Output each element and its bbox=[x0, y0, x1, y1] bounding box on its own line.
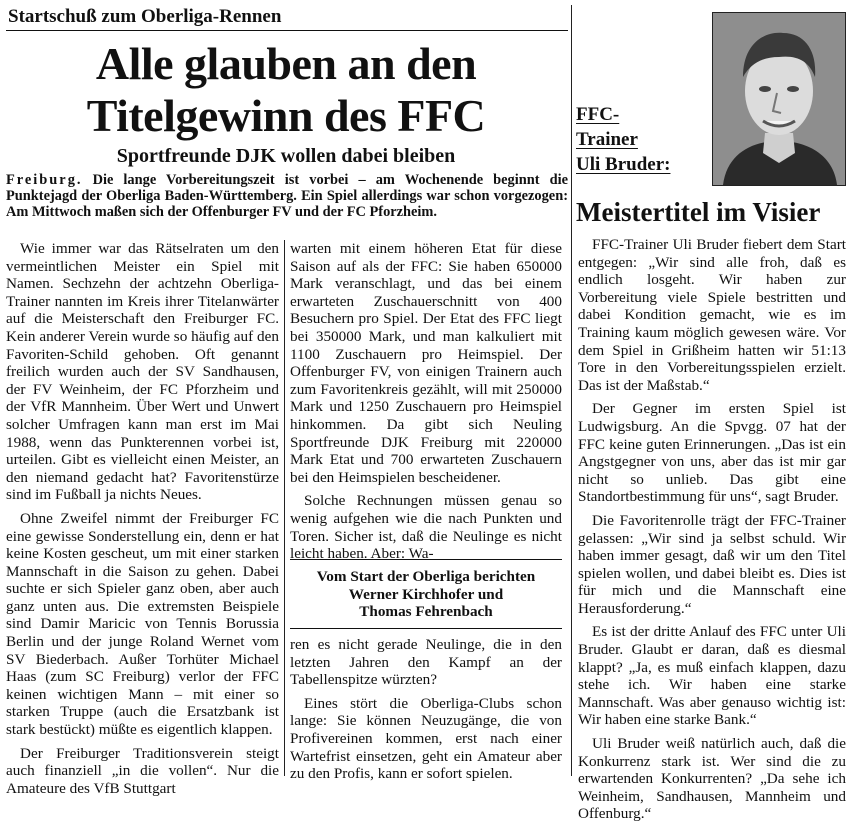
sidebar-label-line-1: FFC- bbox=[576, 104, 620, 125]
headline-line-1: Alle glauben an den bbox=[95, 38, 477, 89]
paragraph: FFC-Trainer Uli Bruder fiebert dem Start entgegen: „Wir sind alle froh, daß es endlich losgeht. Wir haben zur Vorbereitung viele Spiele bestritten und dabei Kondition gemacht, wie es im Training kaum möglich gewesen wäre. Vor dem Spiel in Grißheim hatten wir 51:13 Tore in den Vorbereitungsspielen erzielt. Das ist der Maßstab.“ bbox=[578, 236, 846, 394]
paragraph: Es ist der dritte Anlauf des FFC unter Uli Bruder. Glaubt er daran, daß es diesmal klappt? „Ja, es muß einfach klappen, dazu stehe ich. Wir haben eine starke Mannschaft. Was aber genauso wichtig ist: Wir haben eine starke Bank.“ bbox=[578, 623, 846, 729]
byline-text bbox=[290, 568, 562, 621]
article-column-1 bbox=[6, 240, 279, 803]
sidebar-divider bbox=[571, 5, 572, 776]
paragraph: Ohne Zweifel nimmt der Freiburger FC eine gewisse Sonderstellung ein, denn er hat keine Kosten gescheut, um mit einer starken Mannschaft in die Saison zu gehen. Dabei suchte er sich Spieler ganz oben, aber auch ganz unten aus. Die extremsten Beispiele sind Damir Maricic von Tennis Borussia Berlin und der junge Roland Wernet vom SV Biederbach. Außer Torhüter Michael Haas (zum SC Freiburg) verlor der FFC keinen wichtigen Mann – mit einer so starken Truppe (auch die Ersatzbank ist stark bestückt) müßte es eigentlich klappen. bbox=[6, 509, 279, 739]
byline-line-3: Thomas Fehrenbach bbox=[359, 603, 493, 620]
column-divider bbox=[284, 240, 285, 776]
lead-paragraph bbox=[6, 172, 568, 220]
byline-box bbox=[290, 559, 562, 629]
sidebar-label bbox=[576, 102, 670, 177]
trainer-portrait-photo bbox=[712, 12, 846, 186]
kicker: Startschuß zum Oberliga-Rennen bbox=[8, 6, 282, 27]
headline-line-2: Titelgewinn des FFC bbox=[86, 90, 486, 141]
paragraph: Solche Rechnungen müssen genau so wenig aufgehen wie die nach Punkten und Toren. Sicher ist, daß die Neulinge es nicht leicht haben. Aber: Wa- bbox=[290, 492, 562, 563]
subheadline: Sportfreunde DJK wollen dabei bleiben bbox=[116, 145, 456, 167]
article-column-2 bbox=[290, 240, 562, 569]
sidebar-title: Meistertitel im Visier bbox=[576, 197, 821, 227]
byline-line-2: Werner Kirchhofer und bbox=[348, 585, 504, 603]
headline bbox=[6, 38, 566, 142]
paragraph: Der Gegner im ersten Spiel ist Ludwigsburg. An die Spvgg. 07 hat der FFC keine guten Erinnerungen. „Das ist ein Angstgegner von uns, aber das ist mir gar nicht so unlieb. Das gibt eine Standortbestimmung für uns“, sagt Bruder. bbox=[578, 400, 846, 506]
paragraph: Wie immer war das Rätselraten um den vermeintlichen Meister ein Spiel mit Namen. Sechzehn der achtzehn Oberliga-Trainer nannten im Kreis ihrer Titelanwärter auf die Meisterschaft den Freiburger FC. Kein anderer Verein wurde so häufig auf den Favoriten-Schild gehoben. Oft genannt freilich wurden auch der SV Sandhausen, der FV Weinheim, der FC Pforzheim und der VfR Mannheim. Über Wert und Unwert solcher Umfragen kann man erst im Mai 1988, wenn das Punkterennen vorbei ist, urteilen. Gibt es vielleicht einen Meister, an den niemand gedacht hat? Favoritenstürze sind im Fußball ja nichts Neues. bbox=[6, 240, 279, 504]
kicker-rule bbox=[6, 30, 568, 31]
lead-text: Die lange Vorbereitungszeit ist vorbei – am Wochenende beginnt die Punktejagd der Oberliga Baden-Württemberg. Ein Spiel allerdings war schon vorgezogen: Am Mittwoch maßen sich der Offenburger FV und der FC Pforzheim. bbox=[6, 172, 568, 220]
byline-line-1: Vom Start der Oberliga berichten bbox=[316, 568, 536, 585]
sidebar-label-line-3: Uli Bruder: bbox=[576, 154, 671, 175]
paragraph: ren es nicht gerade Neulinge, die in den letzten Jahren den Kampf an der Tabellenspitze würzten? bbox=[290, 636, 562, 689]
paragraph: warten mit einem höheren Etat für diese Saison auf als der FFC: Sie haben 650000 Mark veranschlagt, und das bei einem erwarteten Zuschauerschnitt von 400 Besuchern pro Spiel. Der Etat des FFC liegt bei 350000 Mark, und man kalkuliert mit 1100 Zuschauern pro Heimspiel. Der Offenburger FV, von einigen Trainern auch zum Favoritenkreis gezählt, will mit 250000 Mark und 1250 Zuschauern pro Heimspiel hinkommen. Da gibt sich Neuling Sportfreunde DJK Freiburg mit 220000 Mark Etat und 700 erwarteten Zuschauern bei den Heimspielen bescheidener. bbox=[290, 240, 562, 486]
sidebar-label-line-2: Trainer bbox=[576, 129, 638, 150]
paragraph: Die Favoritenrolle trägt der FFC-Trainer gelassen: „Wir sind ja selbst schuld. Wir haben immer gesagt, daß wir um den Titel spielen wollen, und dabei bleibt es. Dies ist für mich und die Mannschaft eine Herausforderung.“ bbox=[578, 511, 846, 617]
sidebar-column bbox=[578, 236, 846, 829]
portrait-illustration bbox=[713, 13, 845, 185]
dateline: Freiburg. bbox=[6, 172, 83, 188]
paragraph: Uli Bruder weiß natürlich auch, daß die Konkurrenz stark ist. Wer sind die zu erwartenden Konkurrenten? „Da sehe ich Weinheim, Sandhausen, Mannheim und Offenburg.“ bbox=[578, 735, 846, 823]
paragraph: Der Freiburger Traditionsverein steigt auch finanziell „in die vollen“. Nur die Amateure des VfB Stuttgart bbox=[6, 744, 279, 797]
article-column-2-continued bbox=[290, 636, 562, 789]
paragraph: Eines stört die Oberliga-Clubs schon lange: Sie können Neuzugänge, die von Profivereinen kommen, erst nach einer Wartefrist einsetzen, geht ein Amateur aber zu den Profis, kann er sofort spielen. bbox=[290, 694, 562, 783]
